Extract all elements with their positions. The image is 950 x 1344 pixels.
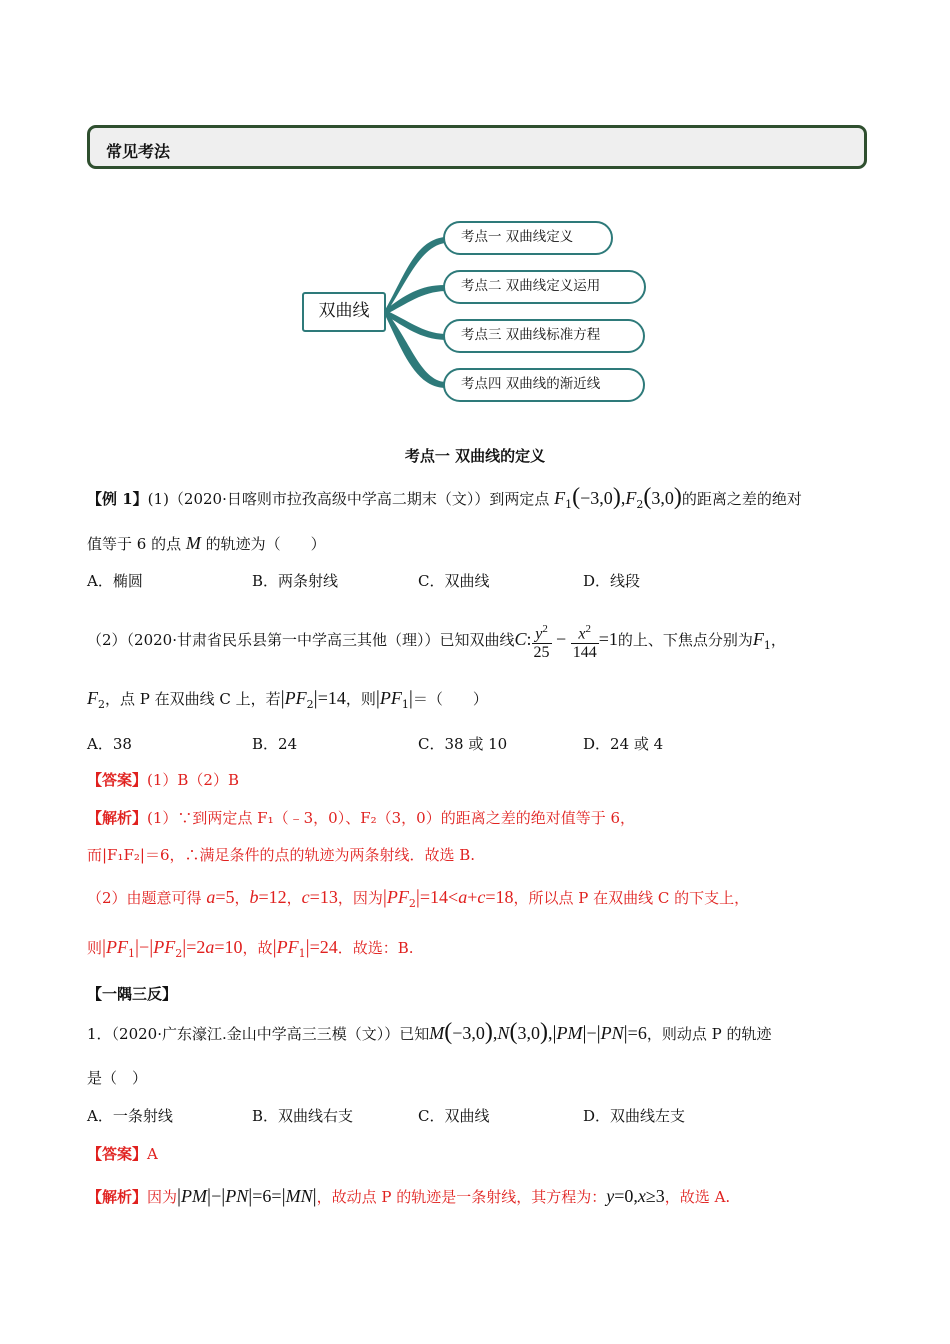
analysis-tag: 【解析】 — [87, 809, 148, 827]
example1-analysis-4 — [87, 935, 414, 966]
formula-pf1: $|PF_1|$ — [375, 687, 413, 711]
example1-p2-option-c: C．38 或 10 — [418, 735, 508, 753]
mindmap-root: 双曲线 — [302, 292, 386, 332]
example1-p1-option-c: C．双曲线 — [418, 572, 490, 590]
practice-analysis-c: ，故选 A. — [664, 1188, 731, 1206]
formula-inequality: $|PF_2|=14<a+c=18$ — [382, 886, 514, 910]
mindmap-node-3: 考点三 双曲线标准方程 — [443, 319, 645, 353]
practice-q1-formula: M(−3,0),N(3,0),|PM|−|PN|=6 — [429, 1019, 647, 1045]
answer-text: (1）B（2）B — [147, 771, 240, 789]
practice-analysis — [87, 1184, 730, 1209]
example1-line2 — [87, 531, 326, 556]
practice-answer-text: A — [147, 1145, 158, 1163]
example1-formula-points: $F_1(-3,0),F_2(3,0)$ — [554, 484, 682, 511]
example1-line2-text-a: 值等于 6 的点 — [87, 535, 182, 553]
practice-q1-option-a: A．一条射线 — [87, 1107, 173, 1125]
example1-p1-option-b: B．两条射线 — [252, 572, 339, 590]
example1-p2-line2: $F_2$，点 P 在双曲线 C 上，若$|PF_2|=14$，则$|PF_1|=$（ ） — [87, 687, 488, 711]
example1-line2-text-b: 的轨迹为（ ） — [205, 535, 326, 553]
practice-analysis-b: ，故动点 P 的轨迹是一条射线，其方程为： — [316, 1188, 607, 1206]
practice-q1-option-c: C．双曲线 — [418, 1107, 490, 1125]
example1-p2-prefix: （2）（2020·甘肃省民乐县第一中学高三其他（理））已知双曲线 — [87, 631, 515, 650]
analysis-4-a: 则 — [87, 939, 103, 957]
analysis-3-c: ，所以点 P 在双曲线 C 的下支上， — [513, 889, 750, 907]
analysis-3-a: （2）由题意可得 — [87, 889, 202, 907]
example1-analysis-3 — [87, 885, 749, 916]
section-title: 考点一 双曲线的定义 — [404, 447, 546, 465]
example1-p1-suffix: 的距离之差的绝对 — [681, 490, 802, 508]
example1-p2-line1: （2）（2020·甘肃省民乐县第一中学高三其他（理））已知双曲线C: $\frac{y^2}{25}$ − $\frac{x^2}{144}$ =1的上、下焦点分别为$F_1$， — [87, 620, 786, 662]
example1-analysis-2: 而|F₁F₂|＝6，∴满足条件的点的轨迹为两条射线．故选 B. — [87, 846, 476, 864]
analysis-text-1: (1）∵到两定点 F₁（﹣3，0）、F₂（3，0）的距离之差的绝对值等于 6， — [147, 809, 636, 827]
example1-p2-option-b: B．24 — [252, 735, 298, 753]
mindmap-branch-1 — [385, 237, 445, 315]
formula-difference: $|PF_1|-|PF_2|=2a=10$ — [102, 936, 243, 960]
practice-tag: 【一隅三反】 — [87, 985, 178, 1003]
formula-abc: a=5，b=12，c=13 — [206, 887, 338, 907]
example1-analysis-1 — [87, 806, 635, 830]
practice-answer-tag: 【答案】 — [87, 1145, 148, 1163]
practice-q1-suffix: ，则动点 P 的轨迹 — [646, 1025, 772, 1043]
example1-p1-prefix: (1)（2020·日喀则市拉孜高级中学高二期末（文））到两定点 — [147, 490, 550, 508]
example1-p2-line2-c: ＝（ ） — [412, 690, 488, 708]
example1-p2-line2-b: ，则 — [345, 690, 376, 708]
practice-q1-option-b: B．双曲线右支 — [252, 1107, 354, 1125]
example1-p1-option-a: A．椭圆 — [87, 572, 143, 590]
analysis-4-c: ．故选：B. — [337, 939, 414, 957]
example1-p2-line2-a: ，点 P 在双曲线 C 上，若 — [105, 690, 281, 708]
mindmap-node-4: 考点四 双曲线的渐近线 — [443, 368, 645, 402]
mindmap-node-2: 考点二 双曲线定义运用 — [443, 270, 646, 304]
mindmap-branch-4 — [385, 310, 445, 388]
practice-analysis-formula: |PM|−|PN|=6=|MN| — [177, 1185, 317, 1207]
example1-p2-suffix: 的上、下焦点分别为 — [617, 631, 753, 650]
example1-answer — [87, 768, 239, 792]
example1-line1 — [87, 485, 802, 517]
mindmap-node-1: 考点一 双曲线定义 — [443, 221, 613, 255]
example-tag: 【例 1】 — [87, 490, 148, 508]
practice-analysis-equation: y=0,x≥3 — [606, 1186, 665, 1206]
example1-p2-option-d: D．24 或 4 — [583, 735, 664, 753]
practice-analysis-a: 因为 — [147, 1188, 178, 1206]
hyperbola-equation: C: $\frac{y^2}{25}$ − $\frac{x^2}{144}$ =1 — [515, 631, 618, 649]
example1-p1-option-d: D．线段 — [583, 572, 641, 590]
section-header-title: 常见考法 — [106, 142, 171, 161]
practice-answer — [87, 1142, 158, 1166]
point-m: M — [185, 533, 201, 553]
practice-q1-line2: 是（ ） — [87, 1069, 148, 1087]
practice-q1-prefix: 1．（2020·广东濠江.金山中学高三三模（文））已知 — [87, 1025, 430, 1043]
analysis-3-b: ，因为 — [337, 889, 383, 907]
practice-q1-option-d: D．双曲线左支 — [583, 1107, 686, 1125]
practice-analysis-tag: 【解析】 — [87, 1188, 148, 1206]
formula-pf2: $|PF_2|=14$ — [280, 687, 346, 711]
section-header-box — [87, 125, 867, 169]
example1-p2-option-a: A．38 — [87, 735, 132, 753]
analysis-4-b: ，故 — [242, 939, 273, 957]
formula-result: $|PF_1|=24$ — [272, 936, 338, 960]
practice-q1-line1 — [87, 1020, 771, 1046]
answer-tag: 【答案】 — [87, 771, 148, 789]
